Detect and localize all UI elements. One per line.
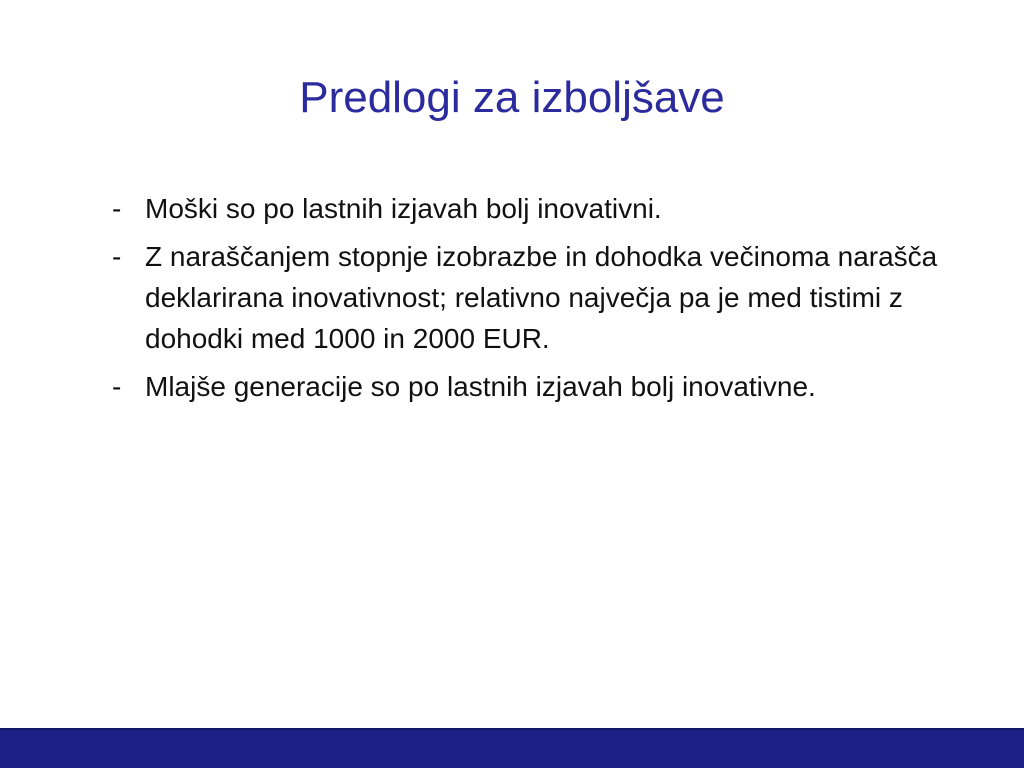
bullet-item (112, 366, 962, 407)
bullet-text: Mlajše generacije so po lastnih izjavah bolj inovativne. (145, 371, 816, 402)
bullet-item (112, 236, 962, 359)
bullet-text: Z naraščanjem stopnje izobrazbe in dohodka večinoma narašča deklarirana inovativnost; relativno največja pa je med tistimi z dohodki med 1000 in 2000 EUR. (145, 241, 938, 354)
bullet-dash-marker: - (112, 371, 122, 402)
slide-title: Predlogi za izboljšave (299, 73, 725, 122)
bullet-text: Moški so po lastnih izjavah bolj inovativni. (145, 193, 662, 224)
footer-bar (0, 728, 1024, 768)
bullet-dash-marker: - (112, 193, 122, 224)
bullet-dash-marker: - (112, 241, 122, 272)
bullet-item (112, 188, 962, 229)
bullet-list (112, 188, 962, 414)
